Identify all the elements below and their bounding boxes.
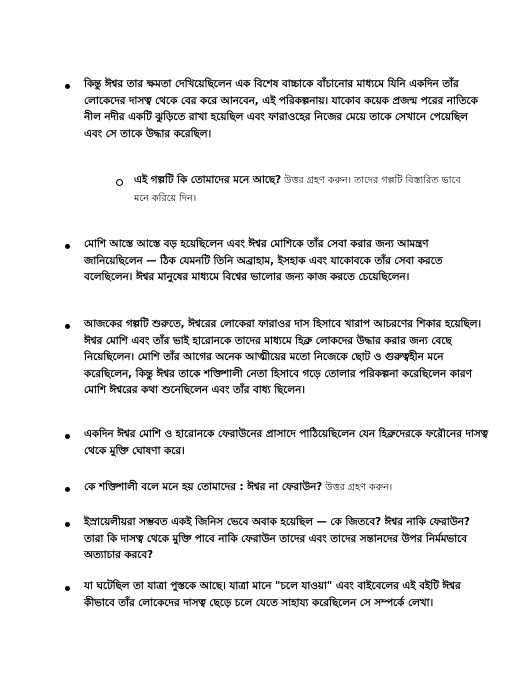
bullet-lead: আজকের গল্পটি শুরুতে, ঈশ্বরের লোকেরা ফারাওর দাস হিসাবে খারাপ আচরণের শিকার হয়েছিল। ঈশ্বর মোশি এবং তাঁর ভাই হারোনকে তাদের মাধ্যমে হিব্রু লোকদের উদ্ধার করার জন্য বেছে নিয়েছিলেন। মোশি তাঁর আগের অনেক আত্মীয়ের মতো নিজেকে ছোট ও গুরুত্বহীন মনে করেছিলেন, কিন্তু ঈশ্বর তাকে শক্তিশালী নেতা হিসাবে গড়ে তোলার পরিকল্পনা করেছিলেন কারণ মোশি ঈশ্বরের কথা শুনেছিলেন এবং তাঁর বাধ্য ছিলেন। <box>84 318 482 396</box>
bullet-lead: কে শক্তিশালী বলে মনে হয় তোমাদের : ঈশ্বর না ফেরাউন? <box>84 481 323 493</box>
bullet-dot-icon <box>65 487 70 492</box>
hollow-circle-icon <box>116 179 123 186</box>
bullet-text <box>84 514 488 565</box>
bullet-dot-icon <box>65 522 70 527</box>
bullet-dot-icon <box>65 244 70 249</box>
bullet-text <box>84 76 488 143</box>
bullet-lead: যা ঘটেছিল তা যাত্রা পুস্তকে আছে। যাত্রা মানে "চলে যাওয়া" এবং বাইবেলের এই বইটি ঈশ্বর কীভাবে তাঁর লোকেদের দাসত্ব ছেড়ে চলে যেতে সাহায্য করেছিলেন সে সম্পর্কে লেখা। <box>84 580 461 609</box>
bullet-lead: ইস্রায়েলীয়রা সম্ভবত একই জিনিস ভেবে অবাক হয়েছিল — কে জিতবে? ঈশ্বর নাকি ফেরাউন? তারা কি দাসত্ব থেকে মুক্তি পাবে নাকি ফেরাউন তাদের এবং তাদের সন্তানদের উপর নির্মমভাবে অত্যাচার করবে? <box>84 516 470 561</box>
bullet-lead: কিন্তু ঈশ্বর তার ক্ষমতা দেখিয়েছিলেন এক বিশেষ বাচ্চাকে বাঁচানোর মাধ্যমে যিনি একদিন তাঁর লোকেদের দাসত্ব থেকে বের করে আনবেন, এই পরিকল্পনায়। যাকোব কয়েক প্রজন্ম পরের নাতিকে নীল নদীর একটি ঝুড়িতে রাখা হয়েছিল এবং ফারাওহের নিজের মেয়ে তাকে সেখানে পেয়েছিল এবং সে তাকে উদ্ধার করেছিল। <box>84 78 478 140</box>
bullet-text <box>84 316 488 400</box>
bullet-dot-icon <box>65 84 70 89</box>
bullet-dot-icon <box>65 434 70 439</box>
sub-bullet-lead: এই গল্পটি কি তোমাদের মনে আছে? <box>134 174 282 186</box>
bullet-text <box>84 479 488 497</box>
bullet-text <box>84 578 488 612</box>
bullet-lead: একদিন ঈশ্বর মোশি ও হারোনকে ফেরাউনের প্রাসাদে পাঠিয়েছিলেন যেন হিব্রুদেরকে ফরৌনের দাসত্ব থেকে মুক্তি ঘোষণা করে। <box>84 428 488 457</box>
bullet-text <box>84 426 488 460</box>
bullet-text <box>84 236 488 287</box>
bullet-lead: মোশি আস্তে আস্তে বড় হয়েছিলেন এবং ঈশ্বর মোশিকে তাঁর সেবা করার জন্য আমন্ত্রণ জানিয়েছিলেন — ঠিক যেমনটি তিনি অব্রাহাম, ইসহাক এবং যাকোবকে তাঁর সেবা করতে বলেছিলেন। ঈশ্বর মানুষের মাধ্যমে বিশ্বের ভালোর জন্য কাজ করতে চেয়েছিলেন। <box>84 238 443 283</box>
bullet-dot-icon <box>65 324 70 329</box>
sub-bullet-text <box>134 172 474 207</box>
bullet-tail: উত্তর গ্রহণ করুন। <box>322 482 393 493</box>
sub-bullet-tail: উত্তর গ্রহণ করুন। তাদের গল্পটি বিস্তারিত ভাবে মনে করিয়ে দিন। <box>134 175 461 204</box>
bullet-dot-icon <box>65 586 70 591</box>
